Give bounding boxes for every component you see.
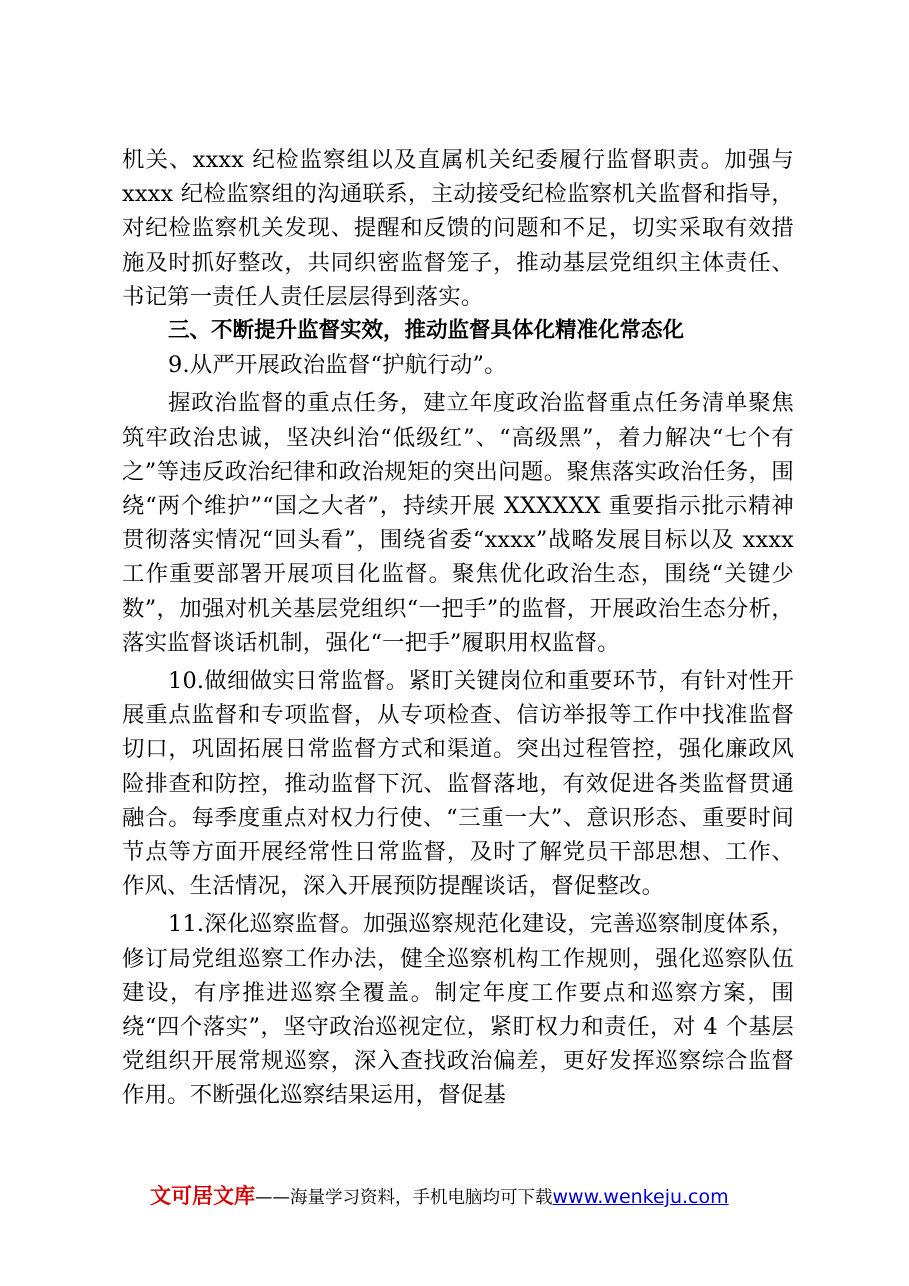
subsection-title: 9.从严开展政治监督“护航行动”。: [168, 352, 507, 379]
footer-dash: ——: [255, 1188, 290, 1208]
footer-brand: 文可居文库: [150, 1184, 255, 1208]
paragraph-inspection-supervision: 11.深化巡察监督。加强巡察规范化建设，完善巡察制度体系，修订局党组巡察工作办法，健全巡察机构工作规则，强化巡察队伍建设，有序推进巡察全覆盖。制定年度工作要点和巡察方案，围绕“四个落实”，坚守政治巡视定位，紧盯权力和责任，对 4 个基层党组织开展常规巡察，深入查找政治偏差，更好发挥巡察综合监督作用。不断强化巡察结果运用，督促基: [122, 911, 794, 1109]
footer-banner: [150, 1183, 790, 1211]
paragraph-daily-supervision: 10.做细做实日常监督。紧盯关键岗位和重要环节，有针对性开展重点监督和专项监督，从专项检查、信访举报等工作中找准监督切口，巩固拓展日常监督方式和渠道。突出过程管控，强化廉政风险排查和防控，推动监督下沉、监督落地，有效促进各类监督贯通融合。每季度重点对权力行使、“三重一大”、意识形态、重要时间节点等方面开展经常性日常监督，及时了解党员干部思想、工作、作风、生活情况，深入开展预防提醒谈话，督促整改。: [122, 668, 794, 900]
paragraph-political-supervision: 握政治监督的重点任务，建立年度政治监督重点任务清单聚焦筑牢政治忠诚，坚决纠治“低级红”、“高级黑”，着力解决“七个有之”等违反政治纪律和政治规矩的突出问题。聚焦落实政治任务，围绕“两个维护”“国之大者”，持续开展 XXXXXX 重要指示批示精神贯彻落实情况“回头看”，围绕省委“xxxx”战略发展目标以及 xxxx 工作重要部署开展项目化监督。聚焦优化政治生态，围绕“关键少数”，加强对机关基层党组织“一把手”的监督，开展政治生态分析，落实监督谈话机制，强化“一把手”履职用权监督。: [122, 390, 794, 656]
paragraph-continuation: 机关、xxxx 纪检监察组以及直属机关纪委履行监督职责。加强与 xxxx 纪检监察组的沟通联系，主动接受纪检监察机关监督和指导，对纪检监察机关发现、提醒和反馈的问题和不足，切实采取有效措施及时抓好整改，共同织密监督笼子，推动基层党组织主体责任、书记第一责任人责任层层得到落实。: [122, 147, 794, 310]
footer-tagline: 海量学习资料，手机电脑均可下载: [290, 1188, 553, 1208]
footer-url-link[interactable]: www.wenkeju.com: [552, 1186, 729, 1208]
document-body: [122, 143, 794, 1113]
section-heading: 三、不断提升监督实效，推动监督具体化精准化常态化: [168, 318, 685, 344]
